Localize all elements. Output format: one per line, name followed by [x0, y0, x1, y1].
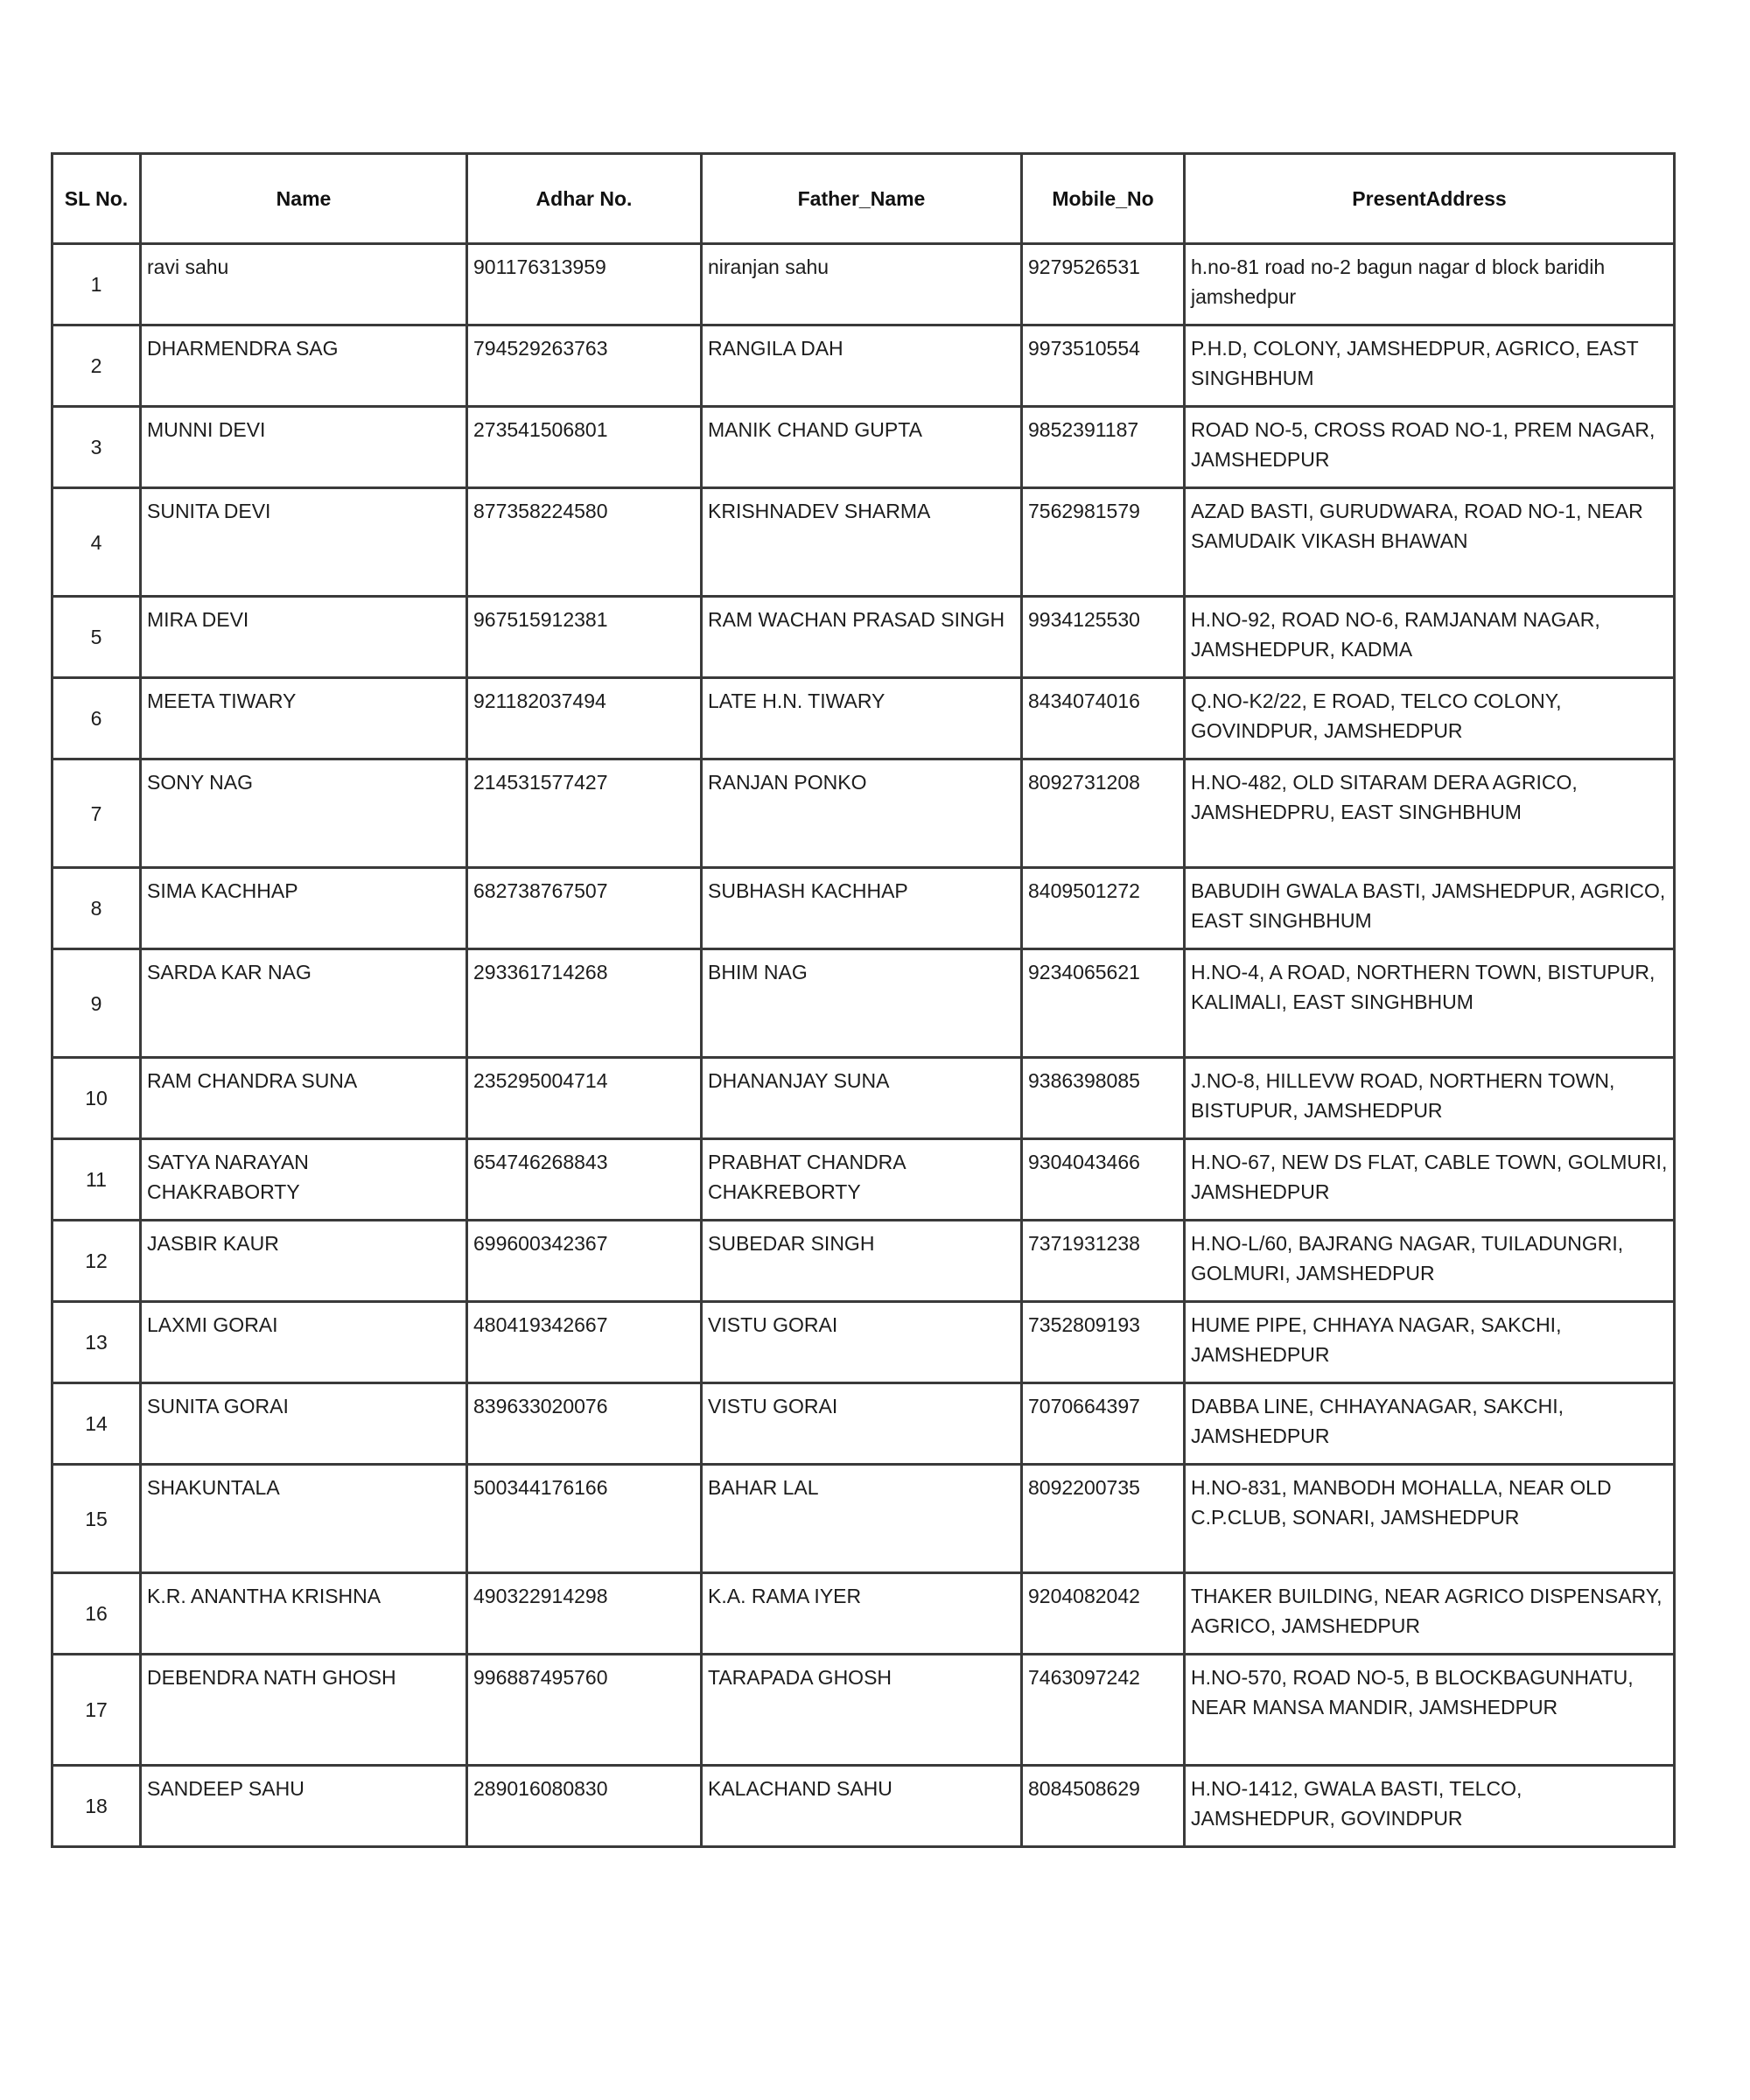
cell-sl-no: 17 — [52, 1655, 141, 1766]
cell-mobile-no: 7352809193 — [1022, 1302, 1185, 1383]
header-father-name: Father_Name — [702, 154, 1022, 244]
header-adhar-no: Adhar No. — [467, 154, 702, 244]
cell-present-address: HUME PIPE, CHHAYA NAGAR, SAKCHI, JAMSHEDPUR — [1185, 1302, 1675, 1383]
cell-father-name: SUBHASH KACHHAP — [702, 868, 1022, 949]
cell-sl-no: 18 — [52, 1766, 141, 1847]
cell-present-address: DABBA LINE, CHHAYANAGAR, SAKCHI, JAMSHEDPUR — [1185, 1383, 1675, 1465]
cell-name: K.R. ANANTHA KRISHNA — [141, 1573, 467, 1655]
cell-name: MEETA TIWARY — [141, 678, 467, 760]
cell-sl-no: 2 — [52, 326, 141, 407]
cell-father-name: TARAPADA GHOSH — [702, 1655, 1022, 1766]
cell-father-name: RAM WACHAN PRASAD SINGH — [702, 597, 1022, 678]
table-row — [52, 868, 1675, 949]
cell-present-address: H.NO-570, ROAD NO-5, B BLOCKBAGUNHATU, NEAR MANSA MANDIR, JAMSHEDPUR — [1185, 1655, 1675, 1766]
cell-sl-no: 10 — [52, 1058, 141, 1139]
table-row — [52, 1465, 1675, 1573]
cell-adhar-no: 490322914298 — [467, 1573, 702, 1655]
cell-father-name: VISTU GORAI — [702, 1383, 1022, 1465]
cell-adhar-no: 293361714268 — [467, 949, 702, 1058]
cell-present-address: Q.NO-K2/22, E ROAD, TELCO COLONY, GOVINDPUR, JAMSHEDPUR — [1185, 678, 1675, 760]
cell-sl-no: 8 — [52, 868, 141, 949]
cell-adhar-no: 273541506801 — [467, 407, 702, 488]
cell-present-address: J.NO-8, HILLEVW ROAD, NORTHERN TOWN, BISTUPUR, JAMSHEDPUR — [1185, 1058, 1675, 1139]
cell-present-address: AZAD BASTI, GURUDWARA, ROAD NO-1, NEAR SAMUDAIK VIKASH BHAWAN — [1185, 488, 1675, 597]
cell-father-name: RANGILA DAH — [702, 326, 1022, 407]
cell-present-address: H.NO-92, ROAD NO-6, RAMJANAM NAGAR, JAMSHEDPUR, KADMA — [1185, 597, 1675, 678]
cell-mobile-no: 7371931238 — [1022, 1221, 1185, 1302]
cell-sl-no: 6 — [52, 678, 141, 760]
table-row — [52, 1573, 1675, 1655]
header-row — [52, 154, 1675, 244]
beneficiary-table — [51, 152, 1676, 1848]
cell-mobile-no: 8092731208 — [1022, 760, 1185, 868]
header-mobile-no: Mobile_No — [1022, 154, 1185, 244]
cell-adhar-no: 996887495760 — [467, 1655, 702, 1766]
cell-sl-no: 7 — [52, 760, 141, 868]
table-row — [52, 1058, 1675, 1139]
cell-mobile-no: 8084508629 — [1022, 1766, 1185, 1847]
cell-father-name: DHANANJAY SUNA — [702, 1058, 1022, 1139]
cell-sl-no: 11 — [52, 1139, 141, 1221]
cell-name: SARDA KAR NAG — [141, 949, 467, 1058]
cell-name: RAM CHANDRA SUNA — [141, 1058, 467, 1139]
cell-father-name: RANJAN PONKO — [702, 760, 1022, 868]
cell-present-address: P.H.D, COLONY, JAMSHEDPUR, AGRICO, EAST SINGHBHUM — [1185, 326, 1675, 407]
cell-adhar-no: 480419342667 — [467, 1302, 702, 1383]
cell-sl-no: 16 — [52, 1573, 141, 1655]
table-row — [52, 326, 1675, 407]
table-header — [52, 154, 1675, 244]
table-row — [52, 1302, 1675, 1383]
cell-adhar-no: 877358224580 — [467, 488, 702, 597]
cell-father-name: LATE H.N. TIWARY — [702, 678, 1022, 760]
cell-present-address: H.NO-L/60, BAJRANG NAGAR, TUILADUNGRI, GOLMURI, JAMSHEDPUR — [1185, 1221, 1675, 1302]
cell-name: DHARMENDRA SAG — [141, 326, 467, 407]
cell-present-address: H.NO-1412, GWALA BASTI, TELCO, JAMSHEDPUR, GOVINDPUR — [1185, 1766, 1675, 1847]
cell-name: MIRA DEVI — [141, 597, 467, 678]
cell-name: SATYA NARAYAN CHAKRABORTY — [141, 1139, 467, 1221]
cell-sl-no: 5 — [52, 597, 141, 678]
table-row — [52, 1655, 1675, 1766]
cell-adhar-no: 794529263763 — [467, 326, 702, 407]
cell-name: LAXMI GORAI — [141, 1302, 467, 1383]
table-row — [52, 678, 1675, 760]
cell-adhar-no: 921182037494 — [467, 678, 702, 760]
header-name: Name — [141, 154, 467, 244]
cell-present-address: H.NO-831, MANBODH MOHALLA, NEAR OLD C.P.CLUB, SONARI, JAMSHEDPUR — [1185, 1465, 1675, 1573]
cell-mobile-no: 7070664397 — [1022, 1383, 1185, 1465]
cell-father-name: KALACHAND SAHU — [702, 1766, 1022, 1847]
cell-father-name: VISTU GORAI — [702, 1302, 1022, 1383]
cell-father-name: K.A. RAMA IYER — [702, 1573, 1022, 1655]
cell-mobile-no: 9973510554 — [1022, 326, 1185, 407]
cell-sl-no: 12 — [52, 1221, 141, 1302]
cell-mobile-no: 8409501272 — [1022, 868, 1185, 949]
cell-mobile-no: 8434074016 — [1022, 678, 1185, 760]
cell-adhar-no: 289016080830 — [467, 1766, 702, 1847]
cell-name: SUNITA DEVI — [141, 488, 467, 597]
cell-father-name: KRISHNADEV SHARMA — [702, 488, 1022, 597]
table-row — [52, 1766, 1675, 1847]
cell-adhar-no: 682738767507 — [467, 868, 702, 949]
cell-sl-no: 9 — [52, 949, 141, 1058]
cell-name: JASBIR KAUR — [141, 1221, 467, 1302]
table-row — [52, 760, 1675, 868]
cell-father-name: MANIK CHAND GUPTA — [702, 407, 1022, 488]
cell-present-address: H.NO-67, NEW DS FLAT, CABLE TOWN, GOLMURI, JAMSHEDPUR — [1185, 1139, 1675, 1221]
cell-name: DEBENDRA NATH GHOSH — [141, 1655, 467, 1766]
table-row — [52, 597, 1675, 678]
cell-name: SHAKUNTALA — [141, 1465, 467, 1573]
table-row — [52, 407, 1675, 488]
table-row — [52, 1383, 1675, 1465]
cell-adhar-no: 839633020076 — [467, 1383, 702, 1465]
cell-adhar-no: 699600342367 — [467, 1221, 702, 1302]
table-row — [52, 949, 1675, 1058]
header-sl-no: SL No. — [52, 154, 141, 244]
cell-name: MUNNI DEVI — [141, 407, 467, 488]
cell-adhar-no: 500344176166 — [467, 1465, 702, 1573]
cell-father-name: BHIM NAG — [702, 949, 1022, 1058]
cell-sl-no: 13 — [52, 1302, 141, 1383]
table-row — [52, 1139, 1675, 1221]
cell-sl-no: 15 — [52, 1465, 141, 1573]
cell-mobile-no: 9934125530 — [1022, 597, 1185, 678]
header-present-address: PresentAddress — [1185, 154, 1675, 244]
cell-father-name: PRABHAT CHANDRA CHAKREBORTY — [702, 1139, 1022, 1221]
cell-mobile-no: 7463097242 — [1022, 1655, 1185, 1766]
cell-mobile-no: 9279526531 — [1022, 244, 1185, 326]
cell-adhar-no: 967515912381 — [467, 597, 702, 678]
cell-present-address: H.NO-482, OLD SITARAM DERA AGRICO, JAMSHEDPRU, EAST SINGHBHUM — [1185, 760, 1675, 868]
cell-name: SIMA KACHHAP — [141, 868, 467, 949]
cell-mobile-no: 8092200735 — [1022, 1465, 1185, 1573]
cell-sl-no: 3 — [52, 407, 141, 488]
cell-present-address: h.no-81 road no-2 bagun nagar d block baridih jamshedpur — [1185, 244, 1675, 326]
cell-mobile-no: 9304043466 — [1022, 1139, 1185, 1221]
table-row — [52, 1221, 1675, 1302]
document-sheet — [51, 152, 1673, 1848]
cell-mobile-no: 9852391187 — [1022, 407, 1185, 488]
cell-father-name: SUBEDAR SINGH — [702, 1221, 1022, 1302]
cell-present-address: BABUDIH GWALA BASTI, JAMSHEDPUR, AGRICO, EAST SINGHBHUM — [1185, 868, 1675, 949]
cell-adhar-no: 654746268843 — [467, 1139, 702, 1221]
cell-sl-no: 14 — [52, 1383, 141, 1465]
cell-present-address: THAKER BUILDING, NEAR AGRICO DISPENSARY, AGRICO, JAMSHEDPUR — [1185, 1573, 1675, 1655]
cell-adhar-no: 235295004714 — [467, 1058, 702, 1139]
cell-mobile-no: 9386398085 — [1022, 1058, 1185, 1139]
cell-adhar-no: 901176313959 — [467, 244, 702, 326]
cell-mobile-no: 9204082042 — [1022, 1573, 1185, 1655]
table-row — [52, 488, 1675, 597]
cell-mobile-no: 7562981579 — [1022, 488, 1185, 597]
cell-name: SONY NAG — [141, 760, 467, 868]
cell-name: SANDEEP SAHU — [141, 1766, 467, 1847]
table-body — [52, 244, 1675, 1847]
cell-present-address: ROAD NO-5, CROSS ROAD NO-1, PREM NAGAR, JAMSHEDPUR — [1185, 407, 1675, 488]
cell-sl-no: 4 — [52, 488, 141, 597]
table-row — [52, 244, 1675, 326]
cell-father-name: niranjan sahu — [702, 244, 1022, 326]
cell-name: SUNITA GORAI — [141, 1383, 467, 1465]
cell-mobile-no: 9234065621 — [1022, 949, 1185, 1058]
cell-name: ravi sahu — [141, 244, 467, 326]
cell-present-address: H.NO-4, A ROAD, NORTHERN TOWN, BISTUPUR, KALIMALI, EAST SINGHBHUM — [1185, 949, 1675, 1058]
cell-adhar-no: 214531577427 — [467, 760, 702, 868]
cell-father-name: BAHAR LAL — [702, 1465, 1022, 1573]
cell-sl-no: 1 — [52, 244, 141, 326]
